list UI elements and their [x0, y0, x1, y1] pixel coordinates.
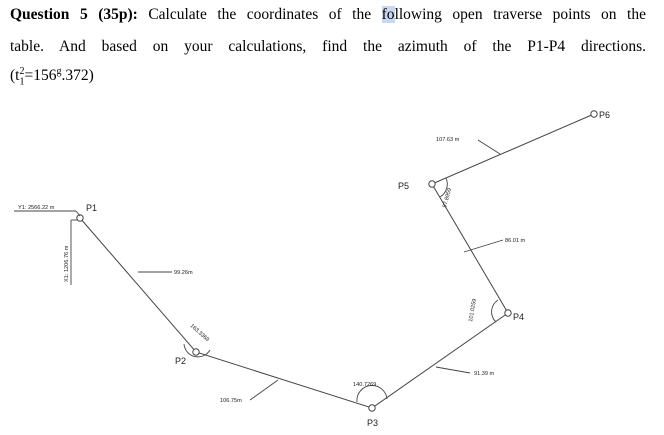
start-y-coordinate: Y1: 2566.22 m	[18, 205, 55, 211]
point-label-p4: P4	[513, 312, 525, 322]
question-line-2: table. And based on your calculations, find the azimuth of the P1-P4 directions.	[10, 38, 646, 55]
distance-p1-p2: 99.26m	[174, 270, 193, 276]
start-x-coordinate: X1: 1206.76 m	[64, 245, 70, 282]
angle-arc-p4	[492, 300, 498, 322]
point-label-p1: P1	[86, 203, 98, 213]
point-label-p5: P5	[398, 181, 410, 191]
station-marker-p2	[193, 349, 199, 355]
point-label-p2: P2	[175, 356, 187, 366]
point-label-p6: P6	[599, 110, 611, 120]
distance-p5-p6: 107.63 m	[436, 137, 460, 143]
angle-p2: 163.3369	[188, 323, 211, 344]
station-marker-p4	[505, 310, 511, 316]
station-marker-p6	[591, 111, 597, 117]
question-line-3: $(t_1^2=156^g.372)$	[10, 66, 94, 88]
question-text-1b: llowing open traverse points on the	[394, 6, 646, 23]
question-title: Question 5 (35p):	[10, 6, 138, 23]
station-marker-p3	[369, 405, 375, 411]
angle-p3: 140.7269	[353, 382, 377, 388]
angle-p5: 97.8959	[442, 187, 454, 209]
angle-p4: 101.0259	[468, 298, 479, 323]
distance-p2-p3: 106.75m	[220, 398, 242, 404]
question-text-1a: Calculate the coordinates of the	[137, 6, 382, 23]
point-label-p3: P3	[367, 418, 379, 428]
traverse-line	[80, 114, 594, 408]
highlighted-text: fo	[381, 6, 395, 23]
distance-p4-p5: 86.01 m	[505, 238, 526, 244]
station-marker-p5	[429, 181, 435, 187]
distance-p3-p4: 91.39 m	[474, 371, 495, 377]
